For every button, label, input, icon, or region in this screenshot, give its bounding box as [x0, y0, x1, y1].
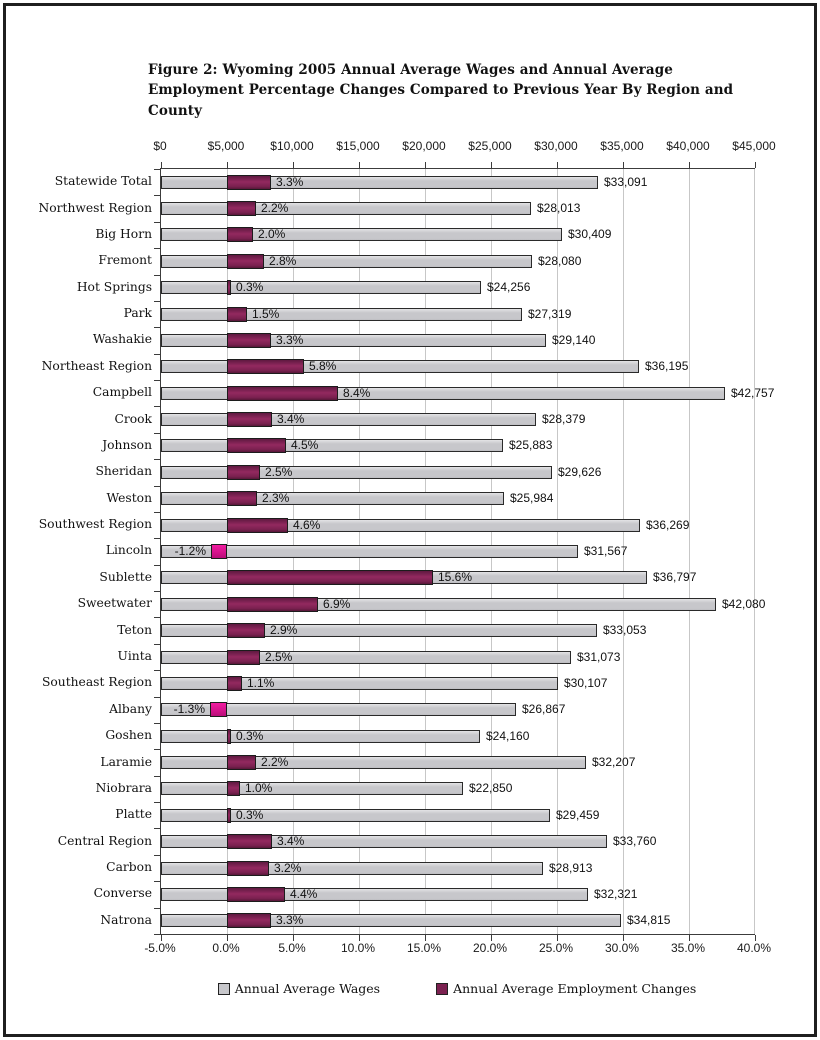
wage-bar — [161, 492, 504, 505]
category-axis-tick — [154, 908, 160, 909]
employment-bar — [227, 913, 271, 928]
wage-value-label: $31,567 — [584, 544, 628, 558]
employment-value-label: 6.9% — [323, 596, 351, 611]
category-label: Campbell — [92, 385, 152, 400]
employment-value-label: 1.0% — [245, 781, 273, 796]
category-label: Niobrara — [95, 780, 152, 795]
employment-bar — [227, 201, 256, 216]
employment-bar — [227, 676, 242, 691]
wage-value-label: $25,883 — [509, 438, 553, 453]
wage-value-label: $26,867 — [522, 702, 566, 717]
category-axis-tick — [154, 617, 160, 618]
wage-value-label: $28,080 — [538, 253, 582, 268]
category-label: Carbon — [106, 860, 152, 875]
legend-label-employment: Annual Average Employment Changes — [453, 981, 697, 996]
wage-value-label: $32,321 — [594, 886, 638, 901]
category-label: Lincoln — [105, 543, 152, 558]
employment-bar — [227, 438, 286, 453]
gridline — [754, 169, 755, 934]
category-axis-tick — [154, 169, 160, 170]
category-axis-tick — [154, 354, 160, 355]
category-axis-tick — [154, 855, 160, 856]
top-axis-tick — [689, 162, 690, 168]
wage-bar — [161, 862, 543, 875]
wage-value-label: $33,053 — [603, 623, 647, 638]
employment-bar — [227, 333, 271, 348]
bottom-axis-label: 15.0% — [406, 941, 442, 955]
employment-bar — [227, 491, 257, 506]
bottom-axis-label: 35.0% — [670, 941, 706, 955]
category-axis-tick — [154, 512, 160, 513]
employment-value-label: -1.3% — [173, 702, 205, 717]
category-axis-tick — [154, 275, 160, 276]
category-axis-tick — [154, 195, 160, 196]
employment-value-label: 2.9% — [270, 623, 298, 638]
wage-bar — [161, 202, 531, 215]
category-label: Goshen — [105, 728, 152, 743]
wage-bar — [161, 228, 562, 241]
wage-value-label: $24,256 — [487, 280, 531, 295]
category-axis-tick — [154, 301, 160, 302]
bottom-axis-label: 25.0% — [538, 941, 574, 955]
employment-value-label: 5.8% — [309, 359, 337, 374]
category-axis-tick — [154, 934, 160, 935]
employment-value-label: 2.5% — [265, 464, 293, 479]
category-label: Statewide Total — [54, 174, 152, 189]
employment-bar — [211, 544, 227, 559]
wage-value-label: $36,269 — [646, 517, 690, 532]
category-axis-tick — [154, 327, 160, 328]
employment-value-label: 15.6% — [438, 570, 473, 585]
category-axis-tick — [154, 486, 160, 487]
bottom-axis-label: 40.0% — [736, 941, 772, 955]
wage-bar — [161, 281, 481, 294]
wage-value-label: $34,815 — [627, 913, 671, 928]
category-label: Sweetwater — [77, 596, 152, 611]
employment-bar — [227, 781, 240, 796]
employment-bar — [227, 887, 285, 902]
chart-legend — [160, 981, 754, 996]
wage-value-label: $42,080 — [722, 596, 766, 611]
employment-bar — [227, 834, 272, 849]
category-axis-tick — [154, 222, 160, 223]
wage-bar — [161, 809, 550, 822]
category-axis-tick — [154, 433, 160, 434]
employment-bar — [227, 650, 260, 665]
category-axis-tick — [154, 644, 160, 645]
top-axis-tick — [755, 162, 756, 168]
employment-value-label: 1.1% — [247, 675, 275, 690]
employment-bar — [227, 254, 264, 269]
category-axis-tick — [154, 538, 160, 539]
top-axis-tick — [425, 162, 426, 168]
employment-bar — [227, 175, 271, 190]
employment-bar — [227, 861, 269, 876]
employment-bar — [210, 702, 227, 717]
category-axis-tick — [154, 459, 160, 460]
category-label: Converse — [93, 886, 152, 901]
category-label: Albany — [109, 701, 152, 716]
category-axis-tick — [154, 802, 160, 803]
category-axis-tick — [154, 670, 160, 671]
employment-value-label: 8.4% — [343, 385, 371, 400]
legend-item-wages — [218, 981, 380, 996]
category-label: Southwest Region — [38, 517, 152, 532]
employment-value-label: 3.2% — [274, 860, 302, 875]
employment-value-label: 0.3% — [236, 728, 264, 743]
category-label: Natrona — [100, 912, 152, 927]
employment-value-label: 2.5% — [265, 649, 293, 664]
wage-value-label: $25,984 — [510, 491, 554, 506]
category-label: Big Horn — [95, 226, 152, 241]
wage-value-label: $36,797 — [653, 570, 697, 585]
category-axis-tick — [154, 406, 160, 407]
employment-bar — [227, 570, 433, 585]
wage-value-label: $22,850 — [469, 781, 513, 796]
employment-bar — [227, 227, 253, 242]
category-axis-tick — [154, 749, 160, 750]
wage-bar — [161, 651, 571, 664]
category-axis-tick — [154, 565, 160, 566]
category-label: Central Region — [57, 833, 152, 848]
top-axis-label: $30,000 — [534, 139, 578, 153]
category-axis-tick — [154, 881, 160, 882]
wage-value-label: $36,195 — [645, 359, 689, 374]
top-axis-tick — [623, 162, 624, 168]
legend-label-wages: Annual Average Wages — [234, 981, 381, 996]
top-axis-label: $5,000 — [207, 139, 245, 153]
top-axis-label: $25,000 — [468, 139, 512, 153]
employment-bar — [227, 597, 318, 612]
top-axis-label: $10,000 — [270, 139, 314, 153]
category-label: Teton — [117, 622, 152, 637]
top-axis-tick — [491, 162, 492, 168]
top-axis-label: $15,000 — [336, 139, 380, 153]
legend-item-employment — [436, 981, 696, 996]
wage-bar — [161, 413, 536, 426]
wage-bar — [161, 730, 480, 743]
category-label: Laramie — [100, 754, 152, 769]
category-label: Northeast Region — [41, 358, 152, 373]
category-label: Johnson — [102, 437, 152, 452]
wage-value-label: $30,107 — [564, 675, 608, 690]
employment-value-label: -1.2% — [174, 544, 206, 558]
top-axis-tick — [161, 162, 162, 168]
employment-bar — [227, 307, 247, 322]
category-label: Hot Springs — [76, 279, 152, 294]
wage-value-label: $28,013 — [537, 201, 581, 216]
wage-bar — [161, 756, 586, 769]
employment-value-label: 2.0% — [258, 227, 286, 242]
employment-value-label: 0.3% — [236, 280, 264, 295]
employment-bar — [227, 412, 272, 427]
category-label: Platte — [115, 807, 152, 822]
wage-bar — [161, 466, 552, 479]
employment-value-label: 3.3% — [276, 913, 304, 928]
wage-bar — [161, 677, 558, 690]
bottom-axis-label: 10.0% — [340, 941, 376, 955]
category-axis-tick — [154, 248, 160, 249]
chart-title: Figure 2: Wyoming 2005 Annual Average Wages and Annual Average Employment Percentage Changes Compared to Previous Year By Region and County — [148, 62, 734, 119]
category-axis-tick — [154, 697, 160, 698]
top-axis-tick — [557, 162, 558, 168]
employment-value-label: 2.3% — [262, 491, 290, 506]
top-axis-tick — [227, 162, 228, 168]
category-axis-tick — [154, 723, 160, 724]
employment-bar — [227, 808, 231, 823]
top-axis-tick — [359, 162, 360, 168]
top-axis-label: $45,000 — [732, 139, 776, 153]
category-label: Park — [123, 306, 152, 321]
employment-value-label: 4.5% — [291, 438, 319, 453]
employment-value-label: 3.4% — [277, 834, 305, 849]
employment-value-label: 2.8% — [269, 253, 297, 268]
category-axis-tick — [154, 380, 160, 381]
employment-value-label: 1.5% — [252, 306, 280, 321]
wage-value-label: $29,459 — [556, 807, 600, 822]
wage-value-label: $24,160 — [486, 728, 530, 743]
employment-value-label: 4.6% — [293, 517, 321, 532]
top-axis-label: $0 — [153, 139, 167, 153]
employment-bar — [227, 729, 231, 744]
wage-value-label: $29,140 — [552, 332, 596, 347]
wage-bar — [161, 888, 588, 901]
wage-bar — [161, 782, 463, 795]
category-label: Fremont — [98, 253, 152, 268]
category-axis-tick — [154, 776, 160, 777]
employment-value-label: 3.4% — [277, 412, 305, 427]
top-axis-label: $20,000 — [402, 139, 446, 153]
wage-value-label: $32,207 — [592, 755, 636, 770]
employment-value-label: 4.4% — [290, 886, 318, 901]
employment-value-label: 3.3% — [276, 174, 304, 189]
employment-value-label: 3.3% — [276, 332, 304, 347]
top-axis-label: $35,000 — [600, 139, 644, 153]
category-axis-tick — [154, 828, 160, 829]
employment-bar — [227, 623, 265, 638]
category-label: Southeast Region — [41, 675, 152, 690]
wage-value-label: $30,409 — [568, 227, 612, 242]
top-axis-label: $40,000 — [666, 139, 710, 153]
category-label: Northwest Region — [38, 200, 152, 215]
category-label: Weston — [106, 490, 152, 505]
employment-bar — [227, 518, 288, 533]
category-label: Uinta — [117, 649, 152, 663]
top-axis-tick — [293, 162, 294, 168]
wage-bar — [161, 439, 503, 452]
employment-swatch — [436, 983, 448, 995]
wage-bar — [161, 334, 546, 347]
wage-value-label: $33,760 — [613, 834, 657, 849]
employment-bar — [227, 359, 304, 374]
employment-bar — [227, 465, 260, 480]
employment-bar — [227, 280, 231, 295]
employment-bar — [227, 755, 256, 770]
wage-value-label: $28,913 — [549, 860, 593, 875]
bottom-axis-label: -5.0% — [144, 941, 176, 955]
bottom-axis-label: 20.0% — [472, 941, 508, 955]
employment-value-label: 2.2% — [261, 201, 289, 216]
wage-bar — [161, 255, 532, 268]
category-label: Sheridan — [95, 464, 152, 479]
wage-value-label: $27,319 — [528, 306, 572, 321]
category-label: Crook — [114, 411, 152, 426]
employment-value-label: 2.2% — [261, 755, 289, 770]
bottom-axis-label: 0.0% — [212, 941, 240, 955]
category-axis-tick — [154, 591, 160, 592]
wage-bar — [161, 308, 522, 321]
wage-value-label: $33,091 — [604, 174, 648, 189]
wage-value-label: $28,379 — [542, 412, 586, 427]
wages-swatch — [218, 983, 230, 995]
bottom-axis-label: 5.0% — [278, 941, 306, 955]
gridline — [689, 169, 690, 934]
wage-value-label: $31,073 — [577, 649, 621, 664]
bottom-axis-label: 30.0% — [604, 941, 640, 955]
category-label: Sublette — [99, 569, 152, 584]
wage-value-label: $29,626 — [558, 464, 602, 479]
employment-value-label: 0.3% — [236, 807, 264, 822]
category-label: Washakie — [92, 332, 152, 347]
plot-area — [160, 168, 775, 935]
employment-bar — [227, 386, 338, 401]
wage-value-label: $42,757 — [731, 385, 775, 400]
